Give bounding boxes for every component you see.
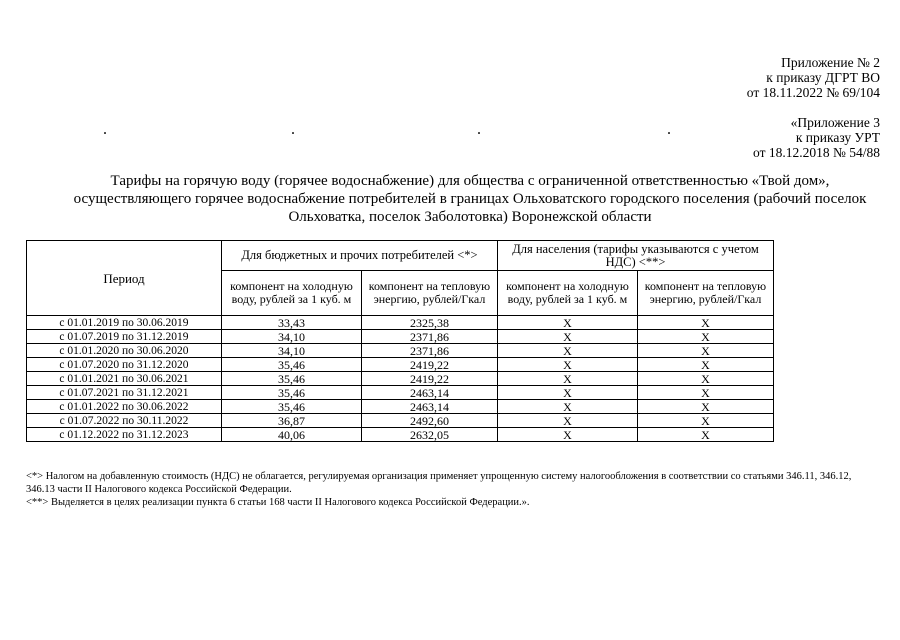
period-cell: с 01.01.2019 по 30.06.2019 xyxy=(27,316,222,330)
tariff-table xyxy=(26,240,774,442)
period-cell: с 01.07.2022 по 30.11.2022 xyxy=(27,414,222,428)
period-cell: с 01.01.2021 по 30.06.2021 xyxy=(27,372,222,386)
prev-appendix-number: «Приложение 3 xyxy=(790,115,880,130)
heat-energy-cell: 2463,14 xyxy=(361,386,497,400)
document-title: Тарифы на горячую воду (горячее водоснабжение) для общества с ограниченной ответственностью «Твой дом», осуществляющего горячее водоснабжение потребителей в границах Ольховатского городского поселения (рабочий поселок Ольховатка, поселок Заболотовка) Воронежской области xyxy=(73,173,867,225)
cold-water-population-cell: Х xyxy=(497,358,637,372)
table-row xyxy=(27,344,774,358)
period-cell: с 01.01.2022 по 30.06.2022 xyxy=(27,400,222,414)
cold-water-cell: 33,43 xyxy=(222,316,362,330)
period-cell: с 01.07.2020 по 31.12.2020 xyxy=(27,358,222,372)
cold-water-population-cell: Х xyxy=(497,414,637,428)
cold-water-population-cell: Х xyxy=(497,400,637,414)
table-row xyxy=(27,414,774,428)
heat-energy-population-cell: Х xyxy=(637,414,773,428)
cold-water-cell: 35,46 xyxy=(222,358,362,372)
population-group-header: Для населения (тарифы указываются с учетом НДС) <**> xyxy=(497,241,773,271)
scan-dot xyxy=(478,132,480,134)
heat-energy-header: компонент на тепловую энергию, рублей/Гкал xyxy=(361,271,497,316)
heat-energy-cell: 2492,60 xyxy=(361,414,497,428)
period-column-header: Период xyxy=(27,241,222,316)
footnote-vat: <*> Налогом на добавленную стоимость (НДС) не облагается, регулируемая организация применяет упрощенную систему налогообложения в соответствии со статьями 346.11, 346.12, 346.13 части II Налогового кодекса Российской Федерации. xyxy=(26,471,852,495)
heat-energy-cell: 2463,14 xyxy=(361,400,497,414)
table-row xyxy=(27,386,774,400)
budget-group-header: Для бюджетных и прочих потребителей <*> xyxy=(222,241,498,271)
appendix-order-ref: к приказу ДГРТ ВО xyxy=(766,70,880,85)
period-cell: с 01.07.2021 по 31.12.2021 xyxy=(27,386,222,400)
heat-energy-population-cell: Х xyxy=(637,372,773,386)
heat-energy-population-cell: Х xyxy=(637,344,773,358)
cold-water-cell: 40,06 xyxy=(222,428,362,442)
appendix-number: Приложение № 2 xyxy=(781,55,880,70)
table-row xyxy=(27,316,774,330)
period-cell: с 01.01.2020 по 30.06.2020 xyxy=(27,344,222,358)
cold-water-population-cell: Х xyxy=(497,386,637,400)
cold-water-population-cell: Х xyxy=(497,316,637,330)
cold-water-population-cell: Х xyxy=(497,428,637,442)
cold-water-cell: 34,10 xyxy=(222,330,362,344)
cold-water-header: компонент на холодную воду, рублей за 1 куб. м xyxy=(222,271,362,316)
cold-water-cell: 35,46 xyxy=(222,400,362,414)
cold-water-cell: 35,46 xyxy=(222,386,362,400)
heat-energy-cell: 2325,38 xyxy=(361,316,497,330)
cold-water-cell: 35,46 xyxy=(222,372,362,386)
heat-energy-population-header: компонент на тепловую энергию, рублей/Гкал xyxy=(637,271,773,316)
table-row xyxy=(27,428,774,442)
scan-dot xyxy=(292,132,294,134)
heat-energy-cell: 2419,22 xyxy=(361,372,497,386)
cold-water-population-cell: Х xyxy=(497,372,637,386)
footnotes xyxy=(26,470,876,509)
cold-water-cell: 36,87 xyxy=(222,414,362,428)
heat-energy-population-cell: Х xyxy=(637,330,773,344)
heat-energy-population-cell: Х xyxy=(637,316,773,330)
table-row xyxy=(27,330,774,344)
cold-water-population-cell: Х xyxy=(497,330,637,344)
appendix-header-previous xyxy=(753,115,880,160)
heat-energy-population-cell: Х xyxy=(637,428,773,442)
heat-energy-population-cell: Х xyxy=(637,358,773,372)
footnote-population: <**> Выделяется в целях реализации пункта 6 статьи 168 части II Налогового кодекса Российской Федерации.». xyxy=(26,497,530,508)
heat-energy-population-cell: Х xyxy=(637,386,773,400)
period-cell: с 01.12.2022 по 31.12.2023 xyxy=(27,428,222,442)
table-row xyxy=(27,372,774,386)
appendix-header-current xyxy=(747,55,880,100)
heat-energy-population-cell: Х xyxy=(637,400,773,414)
prev-appendix-order-ref: к приказу УРТ xyxy=(795,130,880,145)
heat-energy-cell: 2419,22 xyxy=(361,358,497,372)
heat-energy-cell: 2632,05 xyxy=(361,428,497,442)
cold-water-population-cell: Х xyxy=(497,344,637,358)
table-row xyxy=(27,400,774,414)
cold-water-population-header: компонент на холодную воду, рублей за 1 куб. м xyxy=(497,271,637,316)
appendix-order-date: от 18.11.2022 № 69/104 xyxy=(746,85,880,100)
prev-appendix-order-date: от 18.12.2018 № 54/88 xyxy=(753,145,880,160)
period-cell: с 01.07.2019 по 31.12.2019 xyxy=(27,330,222,344)
table-row xyxy=(27,358,774,372)
scan-dot xyxy=(104,132,106,134)
heat-energy-cell: 2371,86 xyxy=(361,344,497,358)
heat-energy-cell: 2371,86 xyxy=(361,330,497,344)
scan-dot xyxy=(668,132,670,134)
cold-water-cell: 34,10 xyxy=(222,344,362,358)
